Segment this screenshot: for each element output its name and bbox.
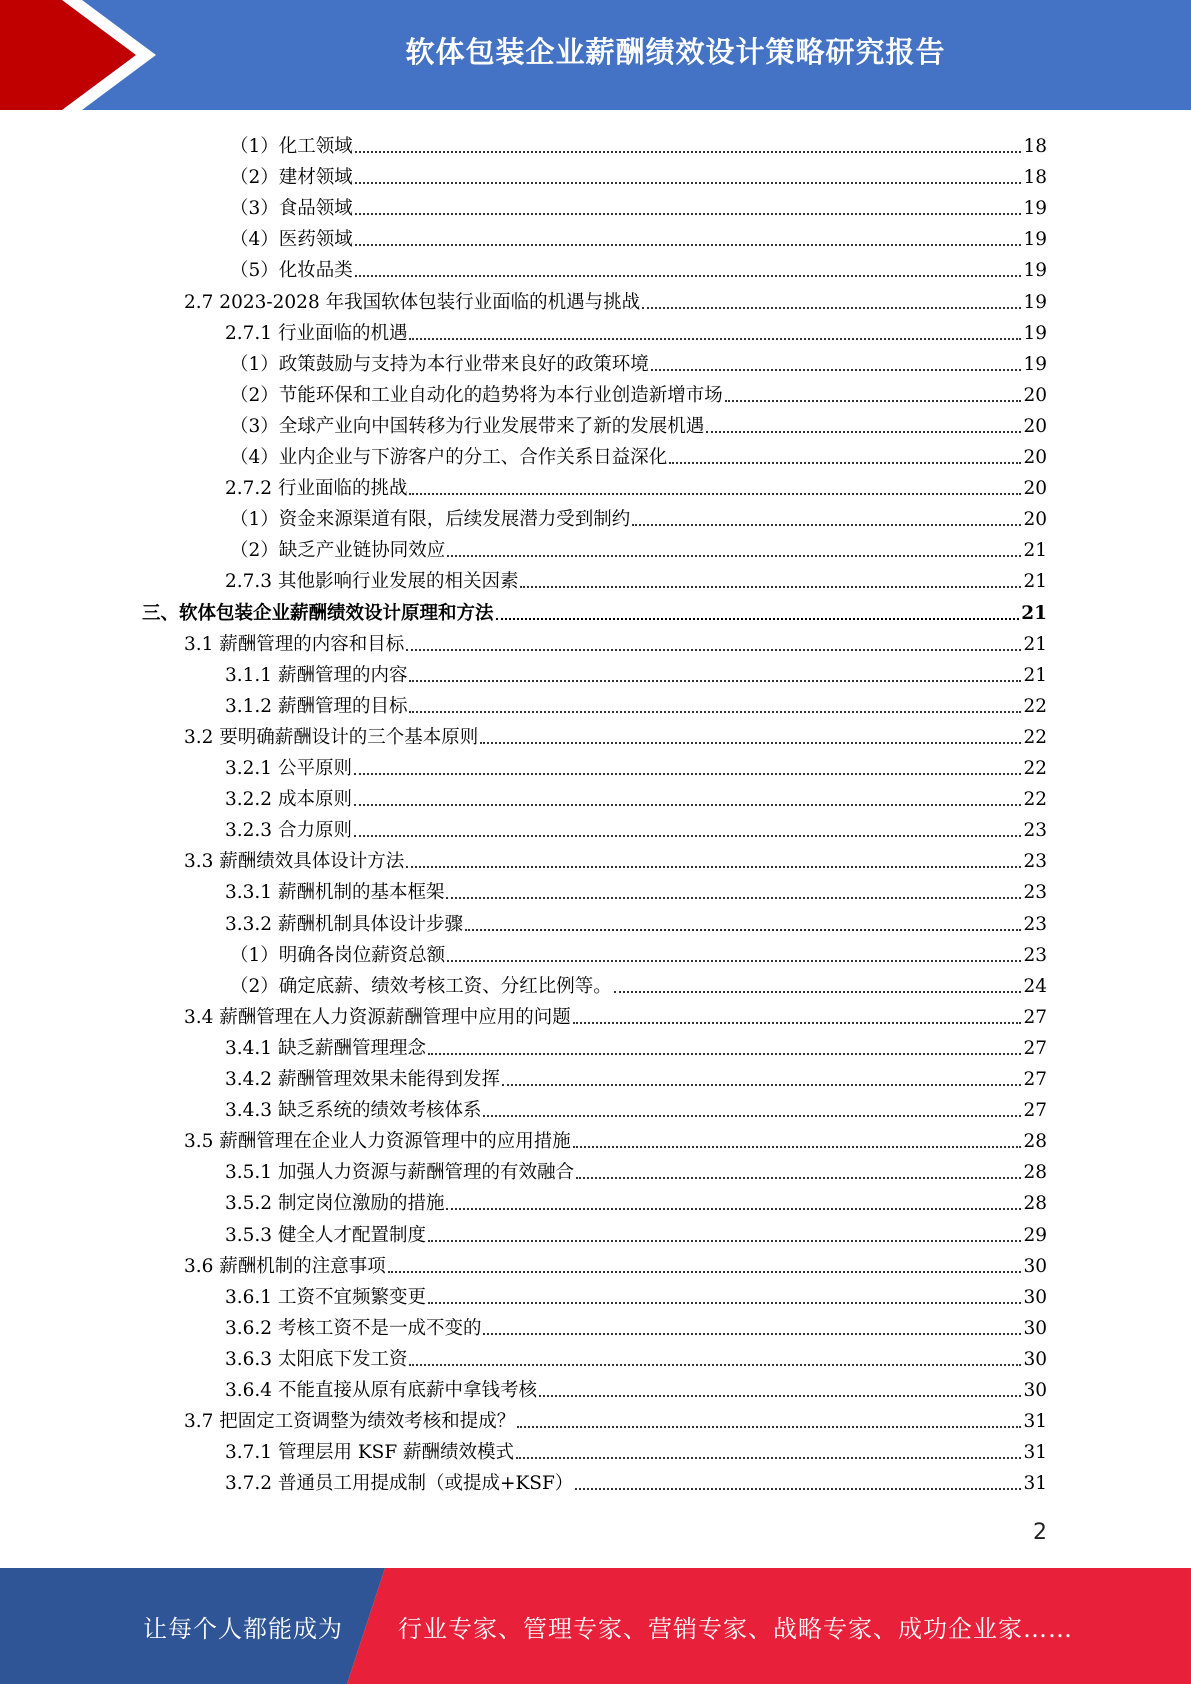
toc-entry-page: 30 <box>1023 1348 1047 1370</box>
toc-dot-leader <box>354 835 1022 837</box>
toc-entry-page: 19 <box>1023 260 1047 282</box>
toc-entry-page: 28 <box>1023 1131 1047 1153</box>
report-title: 软体包装企业薪酬绩效设计策略研究报告 <box>405 34 946 69</box>
toc-entry-page: 21 <box>1023 633 1047 655</box>
toc-entry[interactable] <box>225 687 1047 718</box>
toc-entry-page: 23 <box>1023 944 1047 966</box>
toc-entry[interactable] <box>184 1402 1047 1433</box>
toc-dot-leader <box>447 960 1021 962</box>
toc-entry-title: 3.6.3 太阳底下发工资 <box>225 1348 408 1370</box>
toc-entry-page: 23 <box>1023 851 1047 873</box>
toc-entry[interactable] <box>142 594 1047 625</box>
toc-entry-title: 3.3.2 薪酬机制具体设计步骤 <box>225 913 463 935</box>
toc-entry[interactable] <box>184 842 1047 873</box>
toc-entry-page: 21 <box>1023 571 1047 593</box>
toc-entry[interactable] <box>184 1122 1047 1153</box>
toc-entry[interactable] <box>230 220 1047 251</box>
toc-entry-title: 3.1.1 薪酬管理的内容 <box>225 664 408 686</box>
toc-entry-title: 3.4 薪酬管理在人力资源薪酬管理中应用的问题 <box>184 1006 571 1028</box>
toc-entry[interactable] <box>230 500 1047 531</box>
toc-entry-title: 3.7 把固定工资调整为绩效考核和提成？ <box>184 1411 516 1433</box>
toc-dot-leader <box>725 400 1022 402</box>
toc-entry[interactable] <box>184 283 1047 314</box>
toc-dot-leader <box>406 649 1021 651</box>
toc-entry[interactable] <box>225 1153 1047 1184</box>
toc-entry[interactable] <box>225 905 1047 936</box>
toc-entry-title: 3.6.1 工资不宜频繁变更 <box>225 1286 426 1308</box>
toc-entry[interactable] <box>225 1371 1047 1402</box>
toc-entry[interactable] <box>225 1029 1047 1060</box>
toc-entry[interactable] <box>225 1216 1047 1247</box>
toc-dot-leader <box>447 555 1021 557</box>
toc-entry[interactable] <box>225 1464 1047 1495</box>
toc-dot-leader <box>575 1488 1021 1490</box>
toc-entry-title: 2.7.3 其他影响行业发展的相关因素 <box>225 571 519 593</box>
toc-entry[interactable] <box>225 1091 1047 1122</box>
toc-dot-leader <box>355 275 1022 277</box>
toc-entry-title: （2）建材领域 <box>230 167 353 189</box>
toc-dot-leader <box>355 182 1022 184</box>
toc-entry-title: （2）节能环保和工业自动化的趋势将为本行业创造新增市场 <box>230 384 723 406</box>
footer-slogan-right: 行业专家、管理专家、营销专家、战略专家、成功企业家…… <box>398 1614 1073 1643</box>
toc-dot-leader <box>354 773 1022 775</box>
toc-entry-title: 3.1 薪酬管理的内容和目标 <box>184 633 405 655</box>
toc-entry-title: 3.6 薪酬机制的注意事项 <box>184 1255 386 1277</box>
toc-dot-leader <box>409 1364 1021 1366</box>
toc-entry[interactable] <box>184 625 1047 656</box>
toc-dot-leader <box>428 1302 1021 1304</box>
toc-dot-leader <box>354 804 1022 806</box>
toc-entry-page: 30 <box>1023 1286 1047 1308</box>
toc-entry-title: （4）医药领域 <box>230 229 353 251</box>
toc-entry-page: 20 <box>1023 447 1047 468</box>
toc-entry[interactable] <box>225 314 1047 345</box>
toc-entry-title: 3.2 要明确薪酬设计的三个基本原则 <box>184 726 479 748</box>
toc-entry[interactable] <box>225 562 1047 593</box>
toc-entry[interactable] <box>230 967 1047 998</box>
toc-entry[interactable] <box>225 1278 1047 1309</box>
toc-dot-leader <box>642 307 1021 309</box>
toc-dot-leader <box>409 493 1021 495</box>
toc-entry[interactable] <box>225 811 1047 842</box>
toc-dot-leader <box>517 1426 1021 1428</box>
toc-entry-title: 3.2.1 公平原则 <box>225 758 352 779</box>
toc-entry-page: 23 <box>1023 882 1047 904</box>
toc-entry[interactable] <box>225 749 1047 780</box>
toc-entry-title: 三、软体包装企业薪酬绩效设计原理和方法 <box>142 602 494 624</box>
toc-entry-page: 20 <box>1023 509 1047 531</box>
toc-dot-leader <box>576 1177 1021 1179</box>
toc-entry-title: （2）确定底薪、绩效考核工资、分红比例等。 <box>230 975 612 997</box>
toc-entry-title: 3.5 薪酬管理在企业人力资源管理中的应用措施 <box>184 1131 571 1153</box>
toc-dot-leader <box>502 1084 1021 1086</box>
toc-entry-page: 27 <box>1023 1069 1047 1090</box>
toc-dot-leader <box>573 1022 1022 1024</box>
toc-entry-title: 2.7.2 行业面临的挑战 <box>225 478 408 500</box>
toc-entry-title: 3.4.2 薪酬管理效果未能得到发挥 <box>225 1069 500 1090</box>
toc-entry[interactable] <box>225 469 1047 500</box>
toc-entry-title: （3）全球产业向中国转移为行业发展带来了新的发展机遇 <box>230 415 705 437</box>
toc-entry-page: 31 <box>1023 1442 1047 1464</box>
toc-entry[interactable] <box>225 1309 1047 1340</box>
toc-entry-page: 23 <box>1023 913 1047 935</box>
toc-dot-leader <box>406 866 1021 868</box>
toc-entry-title: （1）明确各岗位薪资总额 <box>230 944 446 966</box>
toc-entry[interactable] <box>230 189 1047 220</box>
toc-entry-title: 3.4.3 缺乏系统的绩效考核体系 <box>225 1100 482 1122</box>
toc-entry-page: 28 <box>1023 1162 1047 1184</box>
toc-entry-page: 22 <box>1023 789 1047 811</box>
toc-entry-page: 27 <box>1023 1037 1047 1059</box>
toc-dot-leader <box>496 618 1020 620</box>
toc-entry-title: 3.3.1 薪酬机制的基本框架 <box>225 882 445 904</box>
toc-dot-leader <box>706 431 1021 433</box>
toc-entry[interactable] <box>230 158 1047 189</box>
toc-entry-title: 3.7.1 管理层用 KSF 薪酬绩效模式 <box>225 1442 515 1464</box>
toc-entry-page: 30 <box>1023 1317 1047 1339</box>
toc-entry[interactable] <box>225 1060 1047 1091</box>
toc-dot-leader <box>539 1395 1021 1397</box>
toc-entry-page: 29 <box>1023 1224 1047 1246</box>
toc-entry-title: 3.2.2 成本原则 <box>225 789 352 811</box>
toc-entry[interactable] <box>230 127 1047 158</box>
toc-dot-leader <box>428 1240 1021 1242</box>
toc-entry-page: 21 <box>1023 540 1047 562</box>
toc-entry-title: 2.7 2023-2028 年我国软体包装行业面临的机遇与挑战 <box>184 291 641 313</box>
toc-entry-page: 27 <box>1023 1100 1047 1122</box>
toc-entry-title: （3）食品领域 <box>230 198 353 220</box>
toc-entry-page: 19 <box>1023 198 1047 220</box>
toc-entry[interactable] <box>230 251 1047 282</box>
toc-entry[interactable] <box>230 345 1047 376</box>
toc-entry-title: （1）化工领域 <box>230 136 353 157</box>
toc-entry-page: 18 <box>1023 167 1047 189</box>
toc-entry-page: 27 <box>1023 1006 1047 1028</box>
toc-entry-title: 3.5.2 制定岗位激励的措施 <box>225 1193 445 1215</box>
toc-entry-title: 3.6.4 不能直接从原有底薪中拿钱考核 <box>225 1380 537 1401</box>
toc-entry-title: （4）业内企业与下游客户的分工、合作关系日益深化 <box>230 447 668 468</box>
toc-entry-page: 20 <box>1023 415 1047 437</box>
toc-entry-title: 3.5.3 健全人才配置制度 <box>225 1224 426 1246</box>
toc-dot-leader <box>632 524 1021 526</box>
toc-dot-leader <box>409 711 1021 713</box>
toc-entry-title: 3.2.3 合力原则 <box>225 820 352 842</box>
toc-entry-page: 21 <box>1021 602 1047 624</box>
toc-entry[interactable] <box>184 1247 1047 1278</box>
toc-entry-page: 20 <box>1023 478 1047 500</box>
toc-entry-title: （1）政策鼓励与支持为本行业带来良好的政策环境 <box>230 353 649 375</box>
toc-dot-leader <box>483 1115 1021 1117</box>
toc-entry[interactable] <box>225 1184 1047 1215</box>
toc-entry[interactable] <box>225 1433 1047 1464</box>
toc-entry[interactable] <box>225 656 1047 687</box>
toc-entry-title: （2）缺乏产业链协同效应 <box>230 540 446 562</box>
toc-entry-title: （5）化妆品类 <box>230 260 353 282</box>
toc-entry-title: （1）资金来源渠道有限，后续发展潜力受到制约 <box>230 509 631 531</box>
toc-entry[interactable] <box>230 531 1047 562</box>
toc-dot-leader <box>480 742 1021 744</box>
page-footer <box>0 1568 1191 1684</box>
toc-entry[interactable] <box>230 376 1047 407</box>
toc-entry-page: 23 <box>1023 820 1047 842</box>
toc-entry-page: 22 <box>1023 695 1047 717</box>
toc-entry[interactable] <box>184 998 1047 1029</box>
toc-dot-leader <box>483 1333 1021 1335</box>
toc-entry-page: 19 <box>1023 229 1047 251</box>
toc-dot-leader <box>355 244 1022 246</box>
toc-entry-page: 31 <box>1023 1473 1047 1495</box>
toc-dot-leader <box>388 1271 1022 1273</box>
toc-dot-leader <box>614 991 1022 993</box>
toc-entry-page: 30 <box>1023 1380 1047 1401</box>
toc-entry[interactable] <box>230 407 1047 438</box>
toc-entry-title: 3.7.2 普通员工用提成制（或提成+KSF） <box>225 1473 574 1495</box>
toc-dot-leader <box>520 586 1021 588</box>
toc-dot-leader <box>446 897 1021 899</box>
toc-entry-page: 22 <box>1023 758 1047 779</box>
toc-entry-page: 20 <box>1023 384 1047 406</box>
toc-entry-title: 2.7.1 行业面临的机遇 <box>225 322 408 344</box>
toc-entry[interactable] <box>225 780 1047 811</box>
toc-dot-leader <box>465 929 1021 931</box>
toc-entry-page: 30 <box>1023 1255 1047 1277</box>
toc-dot-leader <box>428 1053 1021 1055</box>
toc-entry-page: 18 <box>1023 136 1047 157</box>
toc-entry-page: 24 <box>1023 975 1047 997</box>
toc-dot-leader <box>651 369 1022 371</box>
toc-entry-page: 21 <box>1023 664 1047 686</box>
page-number: 2 <box>1033 1520 1047 1545</box>
toc-dot-leader <box>409 680 1021 682</box>
toc-entry[interactable] <box>225 1340 1047 1371</box>
toc-entry-title: 3.1.2 薪酬管理的目标 <box>225 695 408 717</box>
toc-entry-page: 22 <box>1023 726 1047 748</box>
toc-entry[interactable] <box>184 718 1047 749</box>
toc-entry-page: 19 <box>1023 322 1047 344</box>
toc-entry-title: 3.6.2 考核工资不是一成不变的 <box>225 1317 482 1339</box>
toc-entry-title: 3.4.1 缺乏薪酬管理理念 <box>225 1037 426 1059</box>
toc-entry-page: 19 <box>1023 353 1047 375</box>
footer-slogan-left: 让每个人都能成为 <box>143 1614 343 1643</box>
toc-entry-page: 31 <box>1023 1411 1047 1433</box>
toc-entry-page: 19 <box>1023 291 1047 313</box>
toc-entry[interactable] <box>225 873 1047 904</box>
toc-dot-leader <box>409 338 1021 340</box>
toc-entry-page: 28 <box>1023 1193 1047 1215</box>
toc-dot-leader <box>573 1146 1022 1148</box>
toc-dot-leader <box>516 1457 1021 1459</box>
toc-entry[interactable] <box>230 438 1047 469</box>
toc-dot-leader <box>669 462 1021 464</box>
toc-dot-leader <box>446 1208 1021 1210</box>
toc-entry-title: 3.3 薪酬绩效具体设计方法 <box>184 851 405 873</box>
toc-entry-title: 3.5.1 加强人力资源与薪酬管理的有效融合 <box>225 1162 574 1184</box>
toc-dot-leader <box>355 151 1022 153</box>
toc-dot-leader <box>355 213 1022 215</box>
page-header <box>0 0 1191 110</box>
toc-entry[interactable] <box>230 936 1047 967</box>
